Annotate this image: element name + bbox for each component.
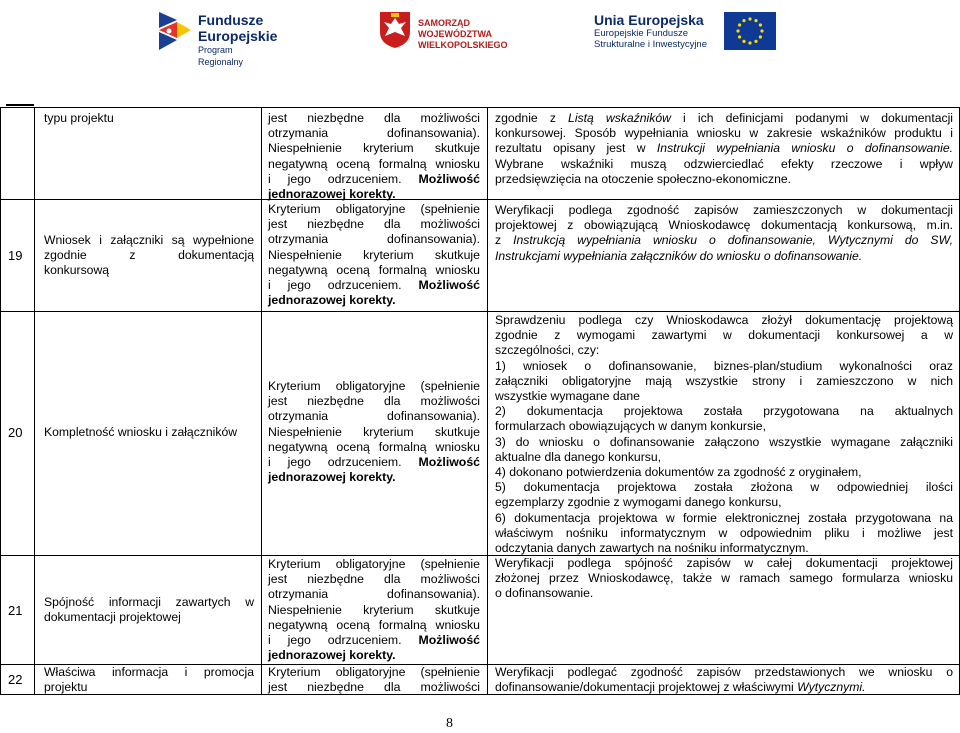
criterion-description [495,665,953,695]
rule-line: i jego odrzuceniem. Możliwość [268,278,480,293]
desc-line: o dofinansowanie. [495,586,594,601]
ue-logo-line2: Europejskie Fundusze [594,28,688,39]
rule-line: Niespełnienie kryterium skutkuje [268,247,480,262]
rule-line: otrzymania dofinansowania). [268,232,480,247]
rule-line: otrzymania dofinansowania). [268,409,480,424]
rule-line: jednorazowej korekty. [268,648,396,663]
desc-line: projektowej z obowiązującą Wnioskodawcę dokumentacją konkursową, m.in. [495,218,953,233]
criterion-name: typu projektu [44,111,114,125]
desc-line: z Instrukcją wypełniania wniosku o dofinansowanie, Wytycznymi do SW, [495,233,953,248]
row-number: 21 [8,603,23,618]
rule-line: Kryterium obligatoryjne (spełnienie [268,202,480,216]
rule-line: jest niezbędne dla możliwości [268,111,480,125]
desc-line: egzemplarzy zgodnie z wymogami danego konkursu, [495,495,782,510]
row-number: 20 [8,425,23,440]
emphasis-text: Możliwość [418,455,480,470]
desc-line: Wybrane wskaźniki muszą odzwierciedlać efekty rzeczowe i wpływ [495,156,953,171]
emphasis-text: Możliwość [418,171,480,186]
rule-line: Kryterium obligatoryjne (spełnienie [268,379,480,393]
desc-line: formularzach obowiązujących w danym konkursie, [495,419,766,434]
desc-line: załączniki obligatoryjne mają wszystkie strony i zamieszczono w nich [495,373,953,388]
desc-line: wszystkie wymagane dane [495,389,640,404]
criterion-name: Kompletność wniosku i załączników [44,425,238,439]
rule-line: jednorazowej korekty. [268,187,396,202]
rule-line: jest niezbędne dla możliwości [268,680,480,695]
rule-line: i jego odrzuceniem. Możliwość [268,171,480,186]
criterion-rule [268,202,480,308]
desc-line: 2) dokumentacja projektowa została przygotowana na aktualnych [495,404,953,419]
name-line: konkursową [44,263,110,278]
rule-line: jest niezbędne dla możliwości [268,394,480,409]
rule-line: jednorazowej korekty. [268,293,396,308]
eu-flag-icon [724,12,776,50]
desc-line: szczególności, czy: [495,343,600,358]
rule-line: Niespełnienie kryterium skutkuje [268,424,480,439]
rule-line: negatywną oceną formalną wniosku [268,262,480,277]
rule-line: Kryterium obligatoryjne (spełnienie [268,557,480,571]
ue-logo-line3: Strukturalne i Inwestycyjne [594,39,707,50]
emphasis-text: Możliwość [418,633,480,648]
page-number: 8 [446,716,453,731]
desc-line: 3) do wniosku o dofinansowanie załączono wszystkie wymagane załączniki [495,434,953,449]
desc-line: Sprawdzeniu podlega czy Wnioskodawca złożył dokumentację projektową [495,313,953,327]
rule-line: jest niezbędne dla możliwości [268,572,480,587]
rule-line: otrzymania dofinansowania). [268,587,480,602]
row-number: 19 [8,248,23,263]
desc-line: zgodnie z wymogami zawartymi w dokumentacji konkursowej a w [495,328,953,343]
desc-line: złożonej przez Wnioskodawcę, także w ramach samego formularza wniosku [495,571,953,586]
rule-line: negatywną oceną formalną wniosku [268,617,480,632]
desc-line: Weryfikacji podlegać zgodność zapisów przedstawionych we wniosku o [495,665,953,679]
desc-line: aktualne dla danego konkursu, [495,449,662,464]
desc-line: 6) dokumentacja projektowa w formie elektronicznej została przygotowana na [495,510,953,525]
criterion-rule [268,665,480,695]
criterion-description [495,313,953,556]
name-line: dokumentacji projektowej [44,610,181,625]
wlkp-logo-line2: WIELKOPOLSKIEGO [418,40,508,50]
rule-line: negatywną oceną formalną wniosku [268,439,480,454]
criterion-rule [268,379,480,485]
desc-line: Weryfikacji podlega spójność zapisów w całej dokumentacji projektowej [495,556,953,570]
name-line: zgodnie z dokumentacją [44,248,254,263]
rule-line: otrzymania dofinansowania). [268,126,480,141]
rule-line: Kryterium obligatoryjne (spełnienie [268,665,480,679]
name-line: Wniosek i załączniki są wypełnione [44,233,254,247]
fe-logo-line2: Europejskie [198,28,278,44]
rule-line: jednorazowej korekty. [268,470,396,485]
name-line: projektu [44,680,88,695]
desc-line: 4) dokonano potwierdzenia dokumentów za zgodność z oryginałem, [495,465,862,480]
desc-line: dofinansowanie/dokumentacji projektowej z właściwymi Wytycznymi. [495,680,866,695]
desc-line: rezultatu opisany jest w Instrukcji wypełniania wniosku o dofinansowanie. [495,141,953,156]
desc-line: odczytania danych zawartych na nośniku informatycznym. [495,541,809,556]
criterion-description [495,556,953,602]
criterion-name [44,665,254,695]
row-number: 22 [8,672,23,687]
criterion-rule [268,111,480,202]
desc-line: przedsięwzięcia na otoczenie społeczno-ekonomiczne. [495,171,792,186]
criterion-description [495,203,953,264]
fe-logo-line3: Program Regionalny [198,45,244,67]
wlkp-logo-line1: SAMORZĄD WOJEWÓDZTWA [418,18,492,39]
desc-line: zgodnie z Listą wskaźników i ich definicjami podanymi w dokumentacji [495,111,953,125]
criterion-name [44,233,254,279]
rule-line: negatywną oceną formalną wniosku [268,156,480,171]
desc-line: 1) wniosek o dofinansowanie, biznes-plan/studium wykonalności oraz [495,358,953,373]
emphasis-text: Możliwość [418,278,480,293]
fundusze-europejskie-mark-icon [157,8,193,54]
name-line: Spójność informacji zawartych w [44,595,254,609]
rule-line: Niespełnienie kryterium skutkuje [268,141,480,156]
fe-logo-line1: Fundusze [198,12,264,28]
rule-line: jest niezbędne dla możliwości [268,217,480,232]
criterion-name [44,595,254,625]
desc-line: Instrukcjami wypełniania załączników do wniosku o dofinansowanie. [495,248,863,263]
eagle-coat-of-arms-icon [378,10,412,50]
desc-line: Weryfikacji podlega zgodność zapisów zamieszczonych w dokumentacji [495,203,953,217]
rule-line: i jego odrzuceniem. Możliwość [268,455,480,470]
criterion-description [495,111,953,187]
rule-line: Niespełnienie kryterium skutkuje [268,602,480,617]
ue-logo-line1: Unia Europejska [594,12,704,28]
desc-line: właściwym nośniku informatycznym w odpowiednim pliku i możliwe jest [495,525,953,540]
name-line: Właściwa informacja i promocja [44,665,254,679]
rule-line: i jego odrzuceniem. Możliwość [268,633,480,648]
criterion-rule [268,557,480,663]
desc-line: 5) dokumentacja projektowa została złożona w odpowiedniej ilości [495,480,953,495]
desc-line: konkursowej. Sposób wypełniania wniosku w zakresie wskaźników produktu i [495,126,953,141]
